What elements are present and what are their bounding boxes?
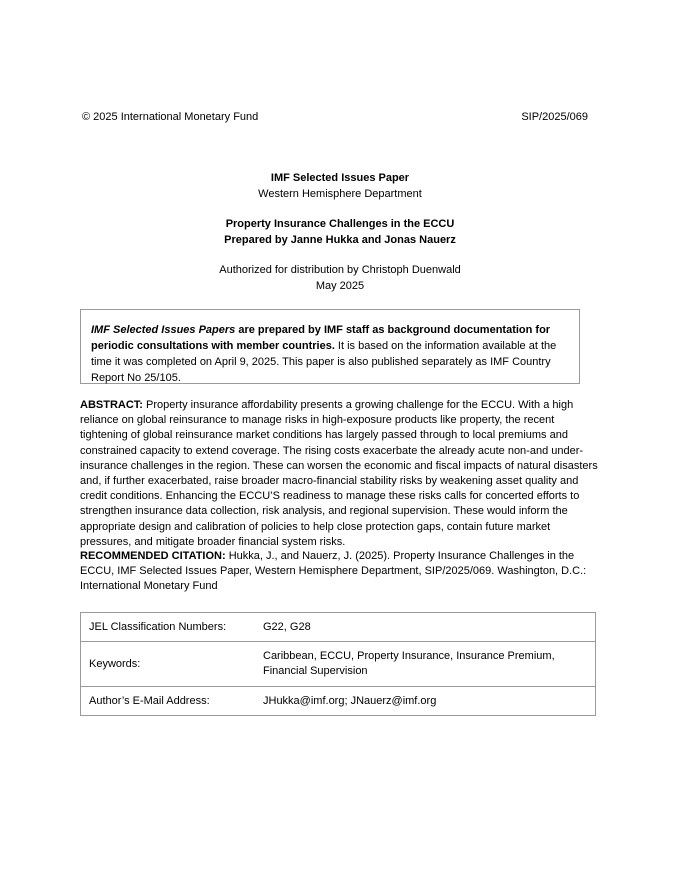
series-title: IMF Selected Issues Paper <box>270 172 410 184</box>
header-line <box>82 111 588 124</box>
table-row <box>81 687 596 716</box>
disclaimer-box <box>80 309 580 384</box>
abstract <box>80 398 600 550</box>
department: Western Hemisphere Department <box>258 188 422 200</box>
jel-value: G22, G28 <box>255 613 596 642</box>
email-label: Author’s E-Mail Address: <box>81 687 256 716</box>
copyright-notice: © 2025 International Monetary Fund <box>82 111 259 123</box>
paper-date: May 2025 <box>315 280 365 292</box>
disclaimer-series: IMF Selected Issues Papers <box>91 324 236 336</box>
metadata-table <box>80 612 596 716</box>
abstract-text: Property insurance affordability presents a growing challenge for the ECCU. With a high reliance on global reinsurance to manage risks in high-exposure products like property, the recent tightening of global reinsurance market conditions has largely passed through to local premiums and constrained capacity to extend coverage. The rising costs exacerbate the already acute non-and under-insurance challenges in the region. These can worsen the economic and fiscal impacts of natural disasters and, if further exacerbated, raise broader macro-financial stability risks by weakening asset quality and credit conditions. Enhancing the ECCU’S readiness to manage these risks calls for concerted efforts to strengthen insurance data collection, risk analysis, and regional supervision. These would inform the appropriate design and calibration of policies to help close protection gaps, contain future market pressures, and mitigate broader financial system risks. <box>80 399 598 548</box>
paper-id: SIP/2025/069 <box>521 111 588 123</box>
keywords-value: Caribbean, ECCU, Property Insurance, Insurance Premium, Financial Supervision <box>255 642 596 687</box>
citation-text: Hukka, J., and Nauerz, J. (2025). Property Insurance Challenges in the ECCU, IMF Selected Issues Paper, Western Hemisphere Department, SIP/2025/069. Washington, D.C.: International Monetary Fund <box>80 550 587 593</box>
email-value: JHukka@imf.org; JNauerz@imf.org <box>255 687 596 716</box>
jel-label: JEL Classification Numbers: <box>81 613 256 642</box>
paper-title: Property Insurance Challenges in the ECCU <box>225 218 455 230</box>
keywords-label: Keywords: <box>81 642 256 687</box>
series-block <box>0 170 680 202</box>
paper-authors: Prepared by Janne Hukka and Jonas Nauerz <box>224 234 456 246</box>
citation-label: RECOMMENDED CITATION: <box>80 550 226 562</box>
title-block <box>0 216 680 248</box>
table-row <box>81 613 596 642</box>
table-row <box>81 642 596 687</box>
disclaimer-bold-text: are prepared by IMF staff as background documentation for periodic consultations with member countries. <box>91 324 551 352</box>
abstract-label: ABSTRACT: <box>80 399 143 411</box>
authorized-by: Authorized for distribution by Christoph Duenwald <box>219 264 461 276</box>
disclaimer-text: It is based on the information available at the time it was completed on April 9, 2025. This paper is also published separately as IMF Country Report No 25/105. <box>91 340 557 384</box>
authorization-block <box>0 262 680 294</box>
recommended-citation <box>80 549 596 595</box>
